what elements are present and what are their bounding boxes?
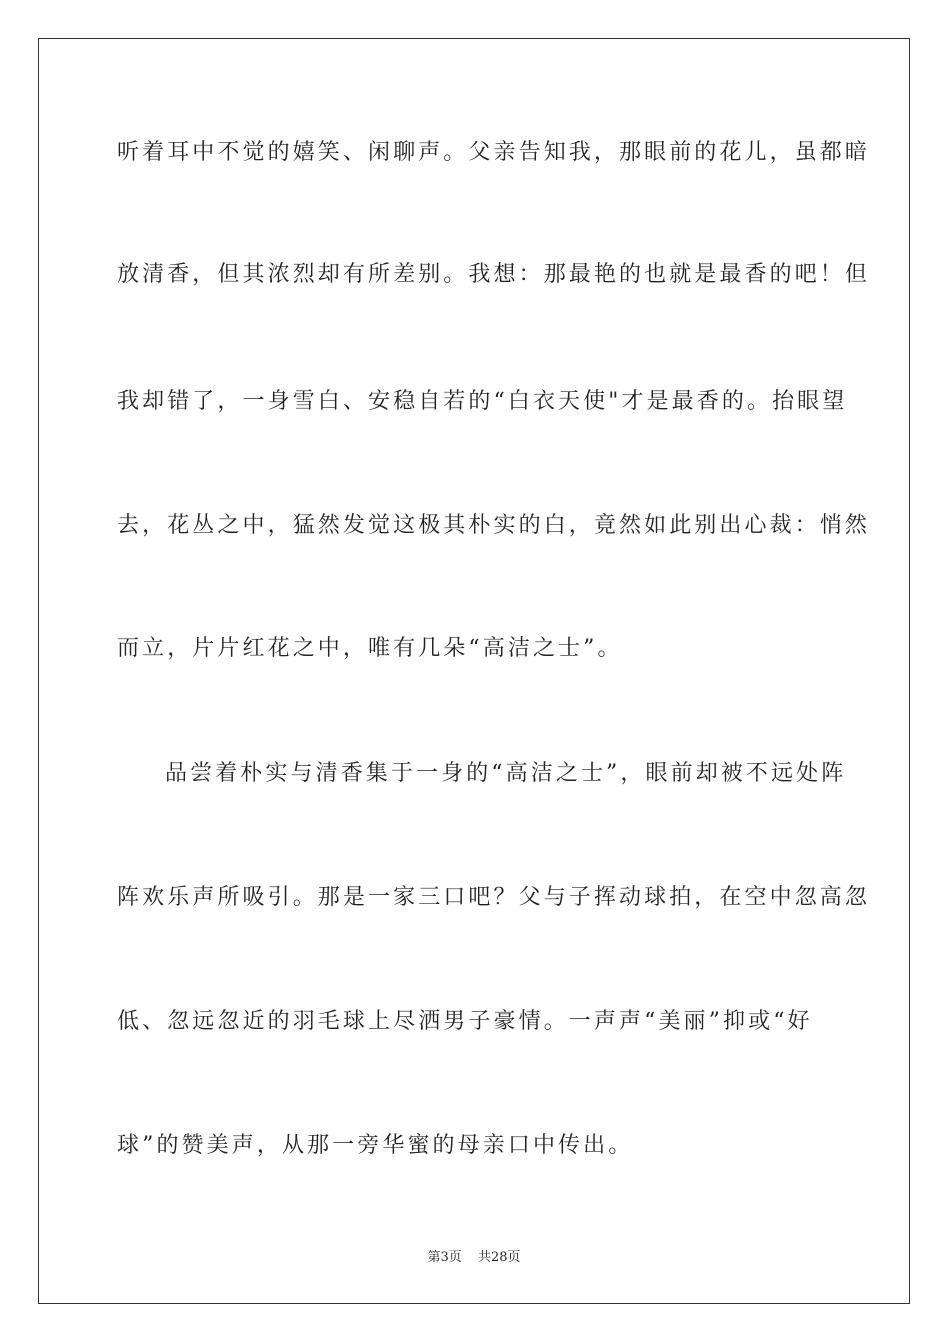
page-total: 共28页	[477, 1250, 521, 1265]
text-line: 阵欢乐声所吸引。那是一家三口吧？父与子挥动球拍，在空中忽高忽	[117, 885, 871, 910]
paragraph-start-line: 品尝着朴实与清香集于一身的“高洁之士”，眼前却被不远处阵	[165, 761, 847, 786]
text-line: 放清香，但其浓烈却有所差别。我想：那最艳的也就是最香的吧！但	[117, 262, 871, 287]
text-line: 去，花丛之中，猛然发觉这极其朴实的白，竟然如此别出心裁：悄然	[117, 513, 871, 538]
page-footer	[39, 1249, 909, 1267]
text-line: 听着耳中不觉的嬉笑、闲聊声。父亲告知我，那眼前的花儿，虽都暗	[117, 140, 871, 165]
page-number: 第3页	[427, 1250, 462, 1265]
text-line: 低、忽远忽近的羽毛球上尽洒男子豪情。一声声“美丽”抑或“好	[117, 1009, 813, 1034]
page-frame	[38, 38, 910, 1304]
text-line: 我却错了，一身雪白、安稳自若的“白衣天使"才是最香的。抬眼望	[117, 389, 848, 414]
text-line: 球”的赞美声，从那一旁华蜜的母亲口中传出。	[117, 1133, 634, 1158]
text-line: 而立，片片红花之中，唯有几朵“高洁之士”。	[117, 636, 623, 661]
